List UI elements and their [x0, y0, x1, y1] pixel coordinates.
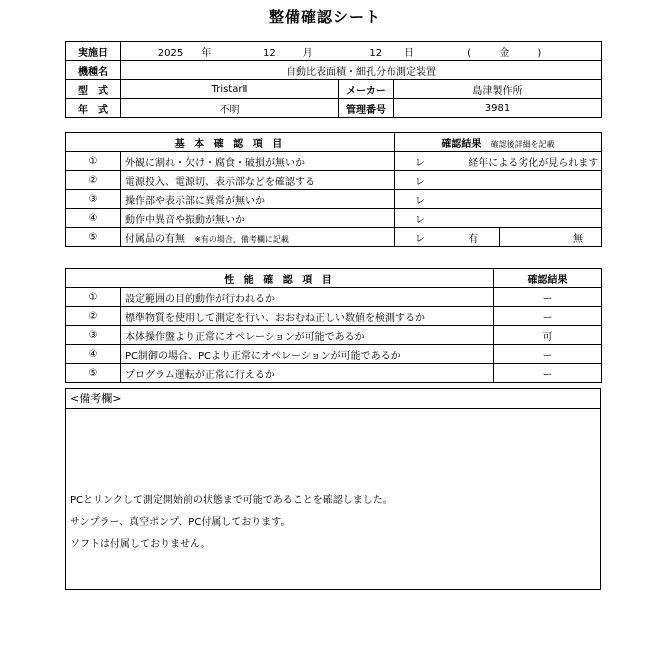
- check-item: [121, 228, 395, 247]
- weekday: 金: [499, 47, 510, 59]
- check-mark: レ: [395, 190, 602, 209]
- check-item-note: ※有の場合、備考欄に記載: [194, 234, 289, 244]
- table-row: [66, 364, 602, 383]
- performance-item: 本体操作盤より正常にオペレーションが可能であるか: [121, 326, 494, 345]
- table-row: [66, 288, 602, 307]
- performance-header-result: 確認結果: [494, 269, 602, 288]
- mgmt-label: 管理番号: [339, 99, 394, 118]
- date-month: 12: [263, 47, 276, 59]
- performance-item: 設定範囲の目的動作が行われるか: [121, 288, 494, 307]
- check-result: [395, 152, 602, 171]
- check-item: 操作部や表示部に異常が無いか: [121, 190, 395, 209]
- model-value: 自動比表面積・細孔分布測定装置: [121, 61, 602, 80]
- row-number: ⑤: [66, 228, 121, 247]
- table-row: [66, 209, 602, 228]
- date-day-unit: 日: [403, 47, 414, 59]
- check-item: 外観に割れ・欠け・腐食・破損が無いか: [121, 152, 395, 171]
- performance-result: ー: [494, 307, 602, 326]
- type-row: [66, 80, 602, 99]
- info-table: [65, 41, 602, 118]
- remarks-label: <備考欄>: [66, 389, 600, 409]
- sheet-title: 整備確認シート: [268, 8, 381, 26]
- mgmt-value: 3981: [394, 99, 602, 118]
- result-text: 経年による劣化が見られます: [468, 157, 599, 169]
- table-row: [66, 152, 602, 171]
- date-value: [121, 42, 602, 61]
- table-row: [66, 190, 602, 209]
- check-mark: レ: [395, 209, 602, 228]
- row-number: ⑤: [66, 364, 121, 383]
- remarks-line: PCとリンクして測定開始前の状態まで可能であることを確認しました。: [70, 495, 393, 506]
- basic-header-row: [66, 133, 602, 152]
- date-label: 実施日: [66, 42, 121, 61]
- remarks-line: ソフトは付属しておりません。: [70, 539, 211, 550]
- year-row: [66, 99, 602, 118]
- basic-header-result-note: 確認後詳細を記載: [490, 139, 555, 149]
- date-year-unit: 年: [201, 47, 212, 59]
- performance-item: プログラム運転が正常に行えるか: [121, 364, 494, 383]
- row-number: ①: [66, 288, 121, 307]
- model-label: 機種名: [66, 61, 121, 80]
- row-number: ②: [66, 307, 121, 326]
- table-row: [66, 307, 602, 326]
- row-number: ④: [66, 209, 121, 228]
- accessory-yes: 有: [468, 233, 479, 245]
- year-value: 不明: [121, 99, 339, 118]
- date-day: 12: [369, 47, 383, 59]
- maker-label: メーカー: [339, 80, 394, 99]
- row-number: ④: [66, 345, 121, 364]
- basic-check-table: [65, 132, 602, 247]
- performance-item: 標準物質を使用して測定を行い、おおむね正しい数値を検測するか: [121, 307, 494, 326]
- year-label: 年 式: [66, 99, 121, 118]
- type-label: 型 式: [66, 80, 121, 99]
- performance-result: 可: [494, 326, 602, 345]
- basic-header-item: 基 本 確 認 項 目: [66, 133, 395, 152]
- model-row: [66, 61, 602, 80]
- basic-header-result: [395, 133, 602, 152]
- performance-result: ー: [494, 288, 602, 307]
- performance-result: ー: [494, 345, 602, 364]
- remarks-text: [70, 490, 393, 556]
- remarks-section: [65, 388, 601, 590]
- table-row: [66, 326, 602, 345]
- table-row: [66, 345, 602, 364]
- row-number: ③: [66, 326, 121, 345]
- row-number: ①: [66, 152, 121, 171]
- date-row: [66, 42, 602, 61]
- accessory-no: 無: [500, 228, 602, 247]
- remarks-line: サンプラー、真空ポンプ、PC付属しております。: [70, 517, 291, 528]
- row-number: ③: [66, 190, 121, 209]
- check-mark: レ: [395, 171, 602, 190]
- accessory-yes-cell: [395, 228, 500, 247]
- performance-header-item: 性 能 確 認 項 目: [66, 269, 494, 288]
- check-item: 動作中異音や振動が無いか: [121, 209, 395, 228]
- table-row: [66, 228, 602, 247]
- table-row: [66, 171, 602, 190]
- row-number: ②: [66, 171, 121, 190]
- check-item-text: 付属品の有無: [125, 233, 185, 245]
- check-mark: レ: [415, 157, 426, 169]
- performance-header-row: [66, 269, 602, 288]
- check-item: 電源投入、電源切、表示部などを確認する: [121, 171, 395, 190]
- check-mark: レ: [415, 233, 426, 245]
- type-value: TristarⅡ: [121, 80, 339, 99]
- weekday-close: ): [537, 47, 542, 59]
- performance-item: PC制御の場合、PCより正常にオペレーションが可能であるか: [121, 345, 494, 364]
- date-year: 2025: [157, 47, 184, 59]
- maker-value: 島津製作所: [394, 80, 602, 99]
- basic-header-result-label: 確認結果: [441, 138, 482, 150]
- weekday-open: (: [467, 47, 472, 59]
- date-month-unit: 月: [302, 47, 313, 59]
- performance-check-table: [65, 268, 602, 383]
- performance-result: ー: [494, 364, 602, 383]
